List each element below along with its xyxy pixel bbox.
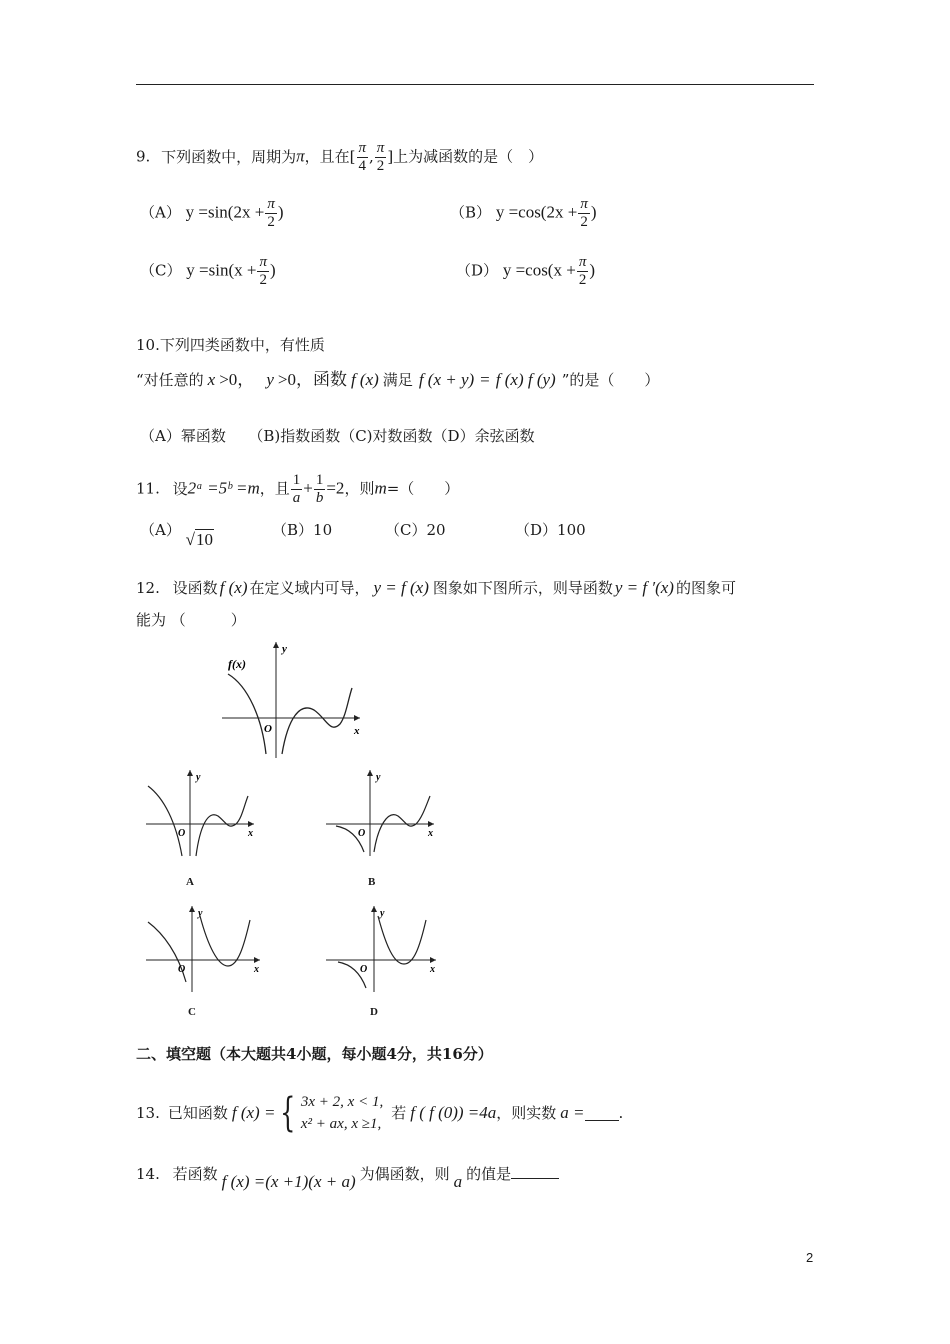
q9-interval-lo: $\frac{\pi}{4}$	[358, 140, 367, 174]
q10-options: （A）幂函数 （B)指数函数（C)对数函数（D）余弦函数	[140, 427, 535, 445]
q9-stem: 9. 下列函数中，周期为π，且在[ $\frac{\pi}{4}$ , $\frac{\pi}{2}$ ]上为减函数的是（ ）	[136, 140, 544, 174]
q12-stem-line2: 能为 （ ）	[136, 611, 246, 629]
q12-graph-a-label: A	[186, 876, 194, 888]
q11-option-a: （A） √10	[140, 521, 213, 549]
svg-text:x: x	[248, 828, 253, 839]
svg-text:y: y	[196, 772, 201, 783]
q9-option-d: （D） y =cos(x + $\frac{\pi}{2}$ )	[456, 254, 595, 288]
svg-text:O: O	[360, 964, 368, 975]
svg-text:y: y	[282, 643, 287, 655]
q11-option-c: （C）20	[385, 521, 446, 539]
q12-graph-b-label: B	[368, 876, 376, 888]
q9-number: 9.	[136, 147, 151, 166]
q10-stem-line1: 10.下列四类函数中，有性质	[136, 336, 325, 354]
svg-text:O: O	[178, 964, 186, 975]
section-2-heading: 二、填空题（本大题共4小题，每小题4分，共16分）	[136, 1045, 493, 1063]
q12-stem-line1: 12. 设函数 f (x) 在定义域内可导， y = f (x) 图象如下图所示，则导函数 y = f ′(x) 的图象可	[136, 578, 736, 597]
svg-text:y: y	[380, 908, 385, 919]
q9-option-c: （C） y =sin(x + $\frac{\pi}{2}$ )	[140, 254, 276, 288]
q12-graph-a	[142, 766, 262, 858]
q9-text-c: ]上为减函数的是（ ）	[387, 147, 544, 166]
header-rule	[136, 84, 814, 85]
q11-stem: 11. 设2ᵃ =5ᵇ =m，且 $\frac{1}{a}$ + $\frac{1}{b}$ =2，则m=（ ）	[136, 472, 460, 506]
svg-text:y: y	[198, 908, 203, 919]
q14-answer-blank[interactable]	[511, 1164, 559, 1179]
q11-option-d: （D）100	[515, 521, 586, 539]
svg-text:x: x	[254, 964, 259, 975]
q12-graph-b	[322, 766, 442, 858]
q12-graph-c	[142, 902, 268, 994]
page-number: 2	[806, 1250, 814, 1265]
svg-text:y: y	[376, 772, 381, 783]
q10-stem-line2: “对任意的 x >0， y >0，函数 f (x) 满足 f (x + y) = f (x) f (y) ”的是（ ）	[136, 370, 660, 389]
q9-pi: π	[296, 146, 305, 166]
q11-option-b: （B）10	[272, 521, 333, 539]
q9-option-a: （A） y =sin(2x + $\frac{\pi}{2}$ )	[140, 196, 284, 230]
q9-text-b: ，且在[	[304, 147, 356, 166]
svg-text:O: O	[178, 828, 186, 839]
q13-stem: 13. 已知函数 f (x) = { 3x + 2, x < 1, x² + ax, x ≥1, 若 f ( f (0)) =4a ，则实数 a = .	[136, 1090, 624, 1136]
q13-answer-blank[interactable]	[585, 1106, 619, 1121]
svg-text:x: x	[430, 964, 435, 975]
svg-text:x: x	[354, 725, 360, 737]
q9-option-b: （B） y =cos(2x + $\frac{\pi}{2}$ )	[450, 196, 597, 230]
svg-text:O: O	[358, 828, 366, 839]
q12-graph-d-label: D	[370, 1006, 378, 1018]
q12-graph-c-label: C	[188, 1006, 196, 1018]
q9-text-a: 下列函数中，周期为	[161, 147, 297, 166]
q12-main-graph-label: f(x)	[228, 657, 246, 671]
svg-text:x: x	[428, 828, 433, 839]
svg-text:O: O	[264, 723, 272, 735]
q12-main-graph	[218, 638, 368, 762]
q12-graph-d	[322, 902, 444, 994]
q14-stem: 14. 若函数 f (x) =(x +1)(x + a) 为偶函数，则 a 的值是	[136, 1164, 559, 1184]
q9-interval-hi: $\frac{\pi}{2}$	[376, 140, 385, 174]
